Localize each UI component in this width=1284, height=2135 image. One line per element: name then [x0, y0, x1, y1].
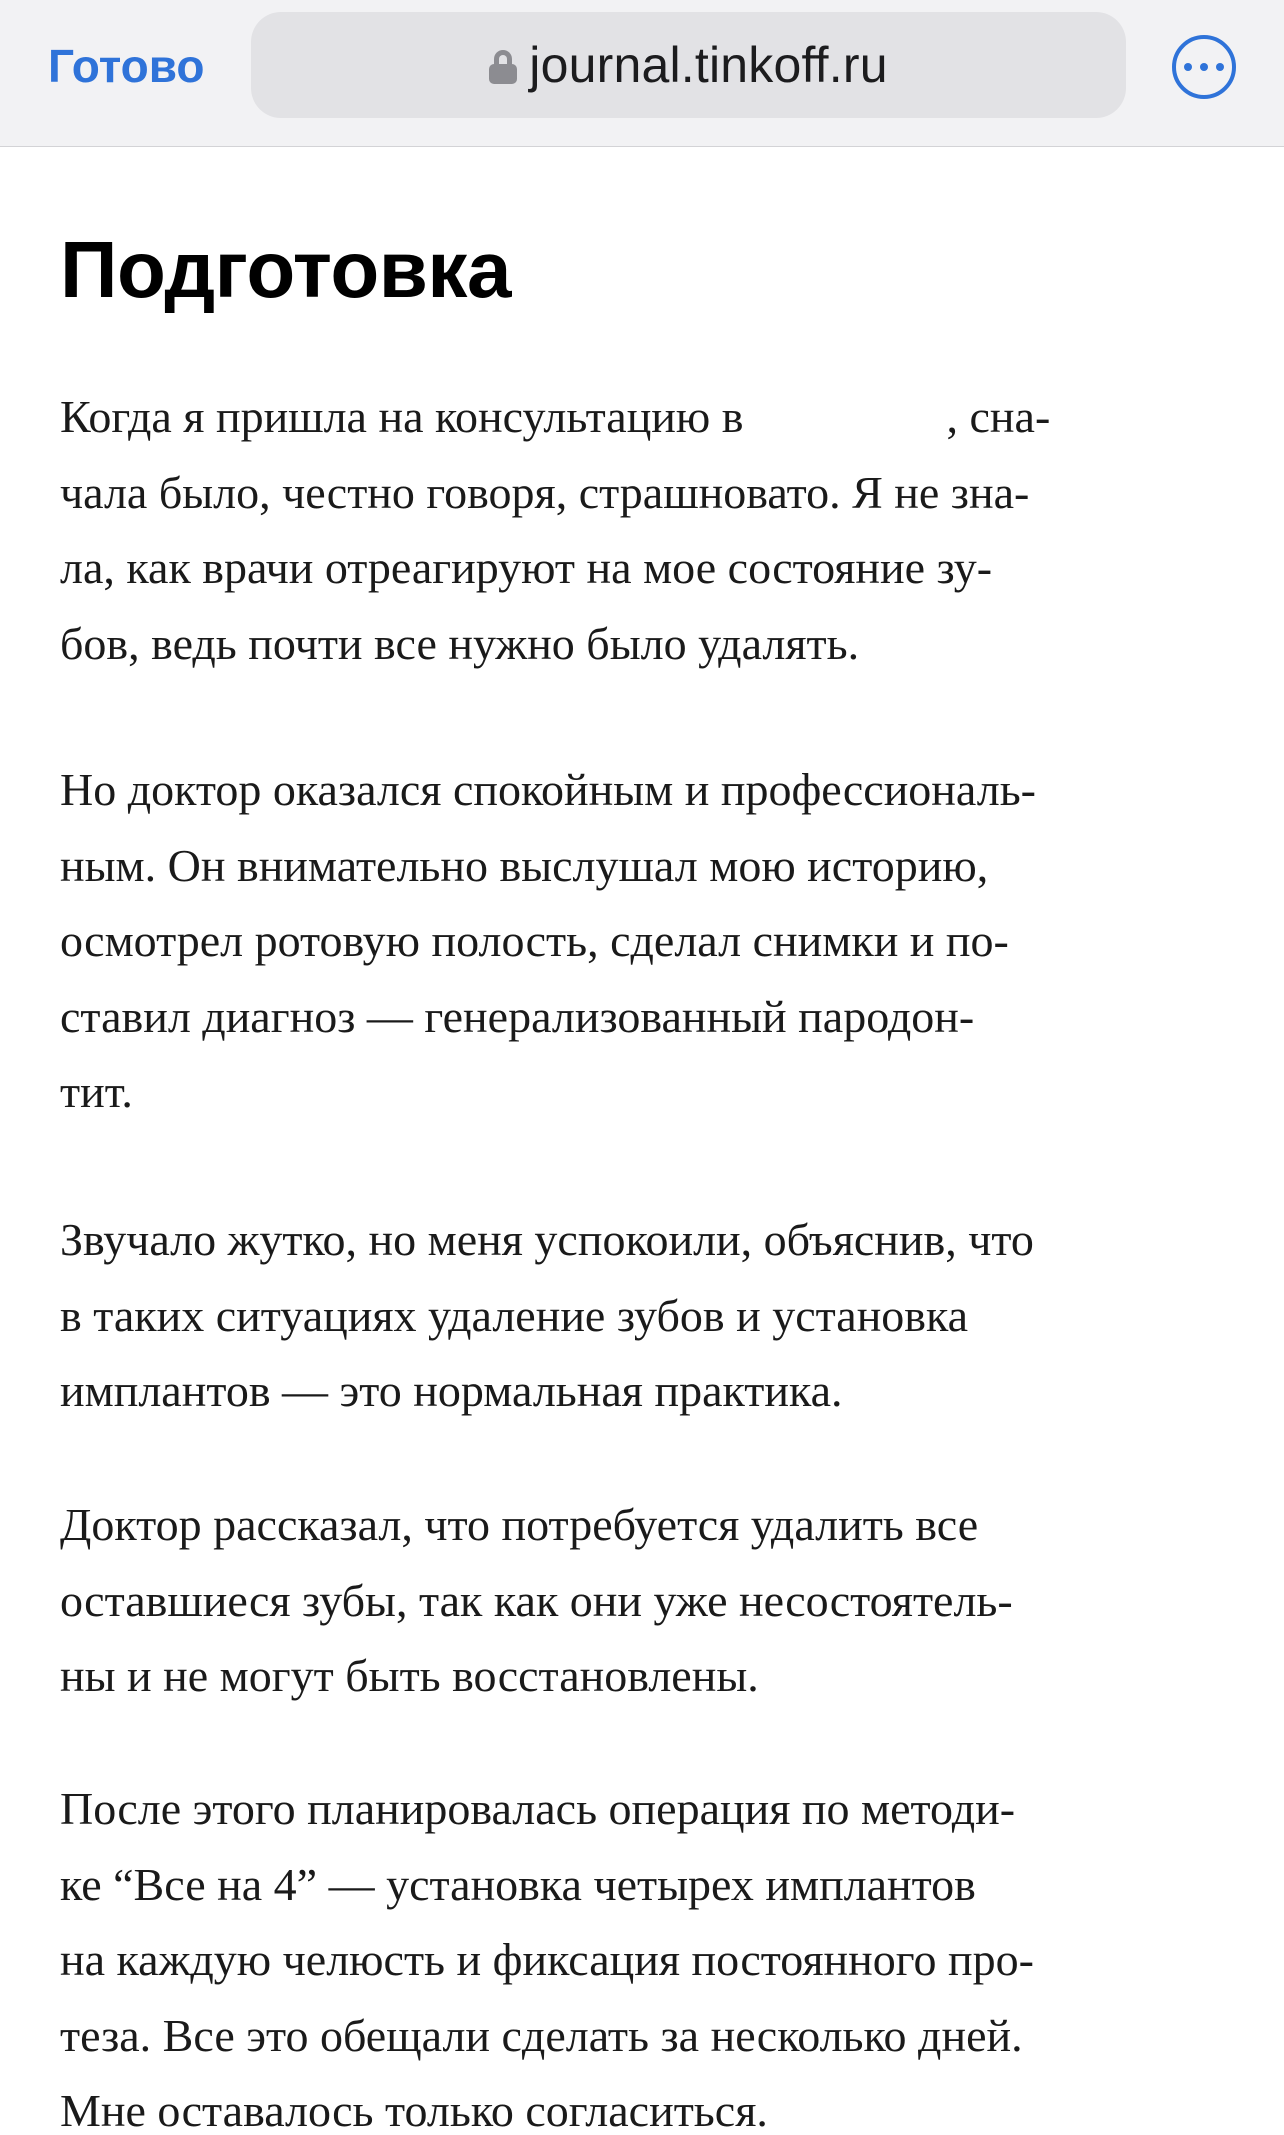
- section-heading: Подготовка: [60, 225, 511, 314]
- ellipsis-circle-icon[interactable]: [1172, 35, 1236, 99]
- paragraph-2: [60, 752, 1240, 1130]
- address-bar[interactable]: [251, 12, 1126, 118]
- paragraph-line: Звучало жутко, но меня успокоили, объяснив, что: [60, 1214, 1034, 1265]
- browser-toolbar: [0, 0, 1284, 147]
- paragraph-line: оставшиеся зубы, так как они уже несостоятель-: [60, 1574, 1013, 1626]
- paragraph-5: [60, 1771, 1240, 2135]
- paragraph-line: ке “Все на 4” — установка четырех имплантов: [60, 1858, 976, 1910]
- done-button[interactable]: Готово: [48, 40, 205, 92]
- paragraph-line: ным. Он внимательно выслушал мою историю,: [60, 839, 989, 891]
- paragraph-line: После этого планировалась операция по методи-: [60, 1783, 1016, 1834]
- paragraph-line: в таких ситуациях удаление зубов и установка: [60, 1289, 969, 1341]
- paragraph-line: Когда я пришла на консультацию в , сна-: [60, 391, 1051, 442]
- paragraph-line: чала было, честно говоря, страшновато. Я не зна-: [60, 466, 1030, 518]
- paragraph-4: [60, 1487, 1240, 1714]
- lock-icon: [489, 50, 517, 84]
- redacted-clinic-name: [755, 401, 935, 441]
- paragraph-line: теза. Все это обещали сделать за несколько дней.: [60, 2009, 1023, 2061]
- paragraph-line: бов, ведь почти все нужно было удалять.: [60, 617, 860, 669]
- paragraph-1: [60, 379, 1240, 681]
- paragraph-line: Мне оставалось только согласиться.: [60, 2085, 768, 2135]
- paragraph-line: ны и не могут быть восстановлены.: [60, 1650, 759, 1701]
- paragraph-line: Доктор рассказал, что потребуется удалить все: [60, 1499, 979, 1550]
- paragraph-line: ставил диагноз — генерализованный пародон-: [60, 990, 975, 1042]
- paragraph-line: на каждую челюсть и фиксация постоянного про-: [60, 1934, 1034, 1985]
- paragraph-3: [60, 1202, 1240, 1429]
- paragraph-line: ла, как врачи отреагируют на мое состояние зу-: [60, 542, 993, 593]
- paragraph-line: осмотрел ротовую полость, сделал снимки и по-: [60, 915, 1009, 966]
- paragraph-line: тит.: [60, 1066, 133, 1117]
- paragraph-line: Но доктор оказался спокойным и профессиональ-: [60, 764, 1036, 815]
- paragraph-line: имплантов — это нормальная практика.: [60, 1365, 843, 1416]
- url-text: journal.tinkoff.ru: [529, 37, 888, 93]
